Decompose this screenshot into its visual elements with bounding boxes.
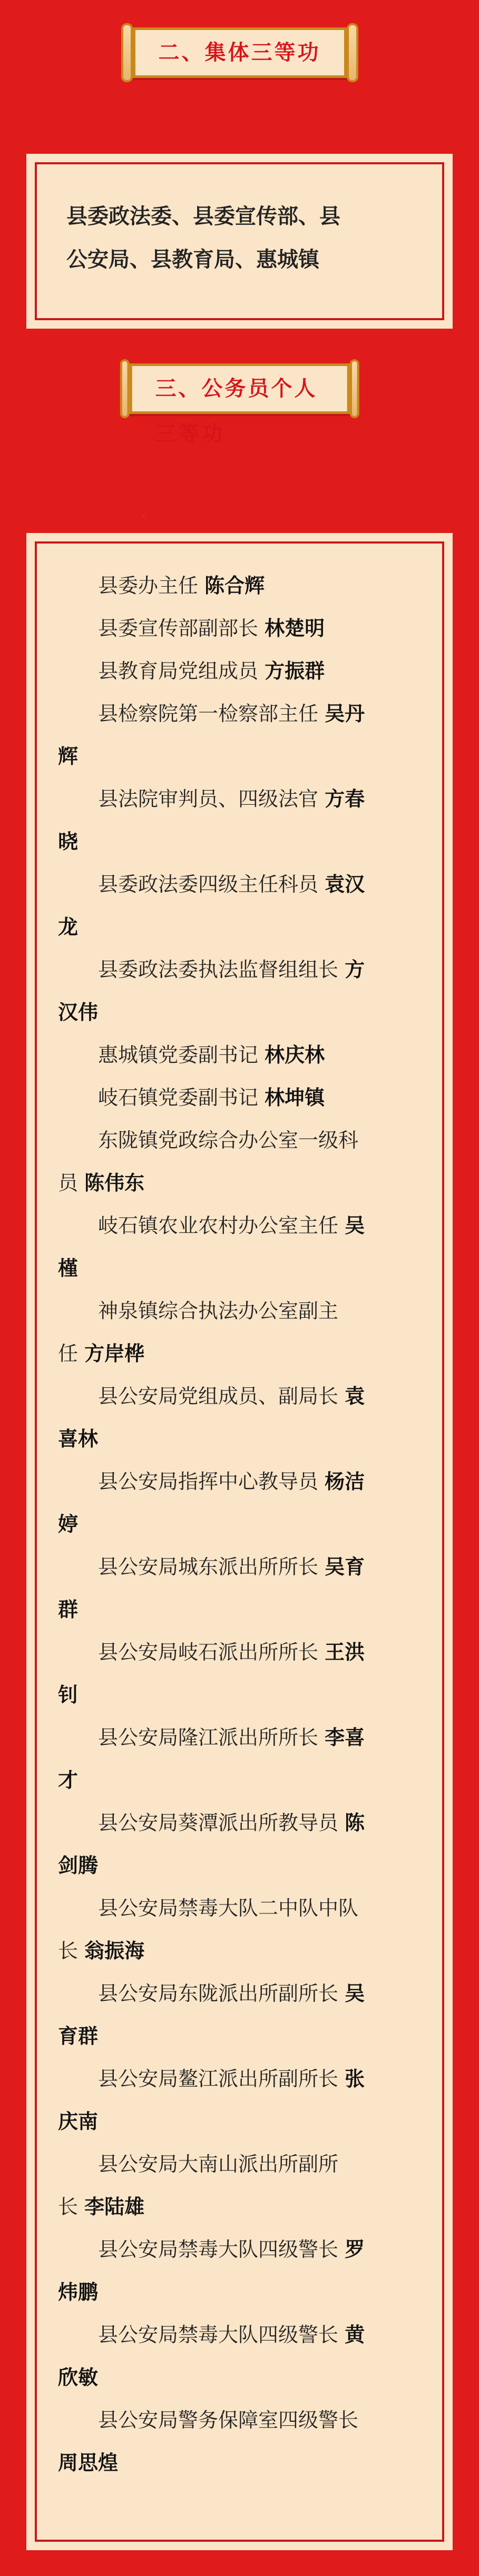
person-name: 林楚明 — [265, 617, 325, 640]
position-text: 县公安局大南山派出所副所 — [98, 2153, 339, 2176]
entry-line — [58, 1034, 421, 1077]
person-name: 黄 — [345, 2323, 365, 2346]
award-entry — [58, 1290, 421, 1375]
person-name: 喜林 — [58, 1427, 99, 1450]
entry-line-continued — [58, 2271, 421, 2314]
entry-line — [58, 2143, 421, 2186]
entry-line-continued — [58, 1503, 421, 1546]
entry-line — [58, 778, 421, 821]
collective-line: 县委政法委、县委宣传部、县 — [66, 204, 340, 229]
entry-line-continued — [58, 1759, 421, 1802]
award-entry — [58, 693, 421, 778]
person-name: 吴 — [345, 1982, 365, 2005]
entry-line — [58, 650, 421, 693]
position-text: 县公安局东陇派出所副所长 — [98, 1982, 345, 2005]
entry-line-continued — [58, 1844, 421, 1887]
person-name: 陈 — [345, 1811, 365, 1834]
person-name: 张 — [345, 2067, 365, 2090]
entry-line — [58, 863, 421, 906]
position-text: 员 — [58, 1171, 85, 1195]
position-text: 县公安局禁毒大队四级警长 — [98, 2323, 345, 2346]
entry-line — [58, 1802, 421, 1844]
position-text: 县公安局警务保障室四级警长 — [98, 2409, 359, 2432]
person-name: 方振群 — [265, 659, 325, 683]
person-name: 袁 — [345, 1385, 365, 1408]
person-name: 袁汉 — [325, 873, 365, 896]
award-entry — [58, 1034, 421, 1077]
position-text: 岐石镇农业农村办公室主任 — [98, 1214, 345, 1237]
section-title: 三、公务员个人三等功 — [129, 363, 349, 414]
entry-line — [58, 565, 421, 607]
person-name: 杨洁 — [325, 1470, 365, 1493]
entry-line-continued — [58, 1674, 421, 1716]
award-entry — [58, 1972, 421, 2058]
position-text: 县公安局指挥中心教导员 — [98, 1470, 325, 1493]
entry-line — [58, 1375, 421, 1418]
entry-line — [58, 1631, 421, 1674]
person-name: 方 — [345, 958, 365, 981]
person-name: 林坤镇 — [265, 1086, 325, 1109]
person-name: 辉 — [58, 745, 79, 768]
entry-line-continued — [58, 2015, 421, 2058]
position-text: 县委办主任 — [98, 574, 205, 597]
position-text: 县公安局禁毒大队四级警长 — [98, 2238, 345, 2261]
entry-line-continued — [58, 2356, 421, 2399]
position-text: 长 — [58, 1939, 85, 1962]
award-entry — [58, 1546, 421, 1631]
entry-line-continued — [58, 991, 421, 1034]
person-name: 晓 — [58, 830, 79, 853]
position-text: 县公安局鳌江派出所副所长 — [98, 2067, 345, 2090]
position-text: 任 — [58, 1342, 85, 1365]
person-name: 方春 — [325, 787, 365, 811]
award-entry — [58, 2143, 421, 2228]
person-name: 汉伟 — [58, 1001, 99, 1024]
person-name: 陈伟东 — [84, 1171, 145, 1195]
award-entry — [58, 1119, 421, 1205]
award-entry — [58, 1205, 421, 1290]
position-text: 县公安局葵潭派出所教导员 — [98, 1811, 345, 1834]
entry-line-continued — [58, 1162, 421, 1205]
person-name: 吴 — [345, 1214, 365, 1237]
individual-award-list — [58, 565, 421, 2484]
person-name: 剑腾 — [58, 1854, 99, 1877]
position-text: 县公安局城东派出所所长 — [98, 1555, 325, 1578]
person-name: 婷 — [58, 1513, 79, 1536]
section-banner-individual — [120, 363, 359, 446]
award-entry — [58, 1802, 421, 1887]
person-name: 林庆林 — [265, 1043, 325, 1067]
person-name: 欣敏 — [58, 2366, 99, 2389]
person-name: 钊 — [58, 1683, 79, 1706]
entry-line-continued — [58, 906, 421, 949]
scroll-roll-left — [120, 359, 129, 418]
entry-line-continued — [58, 2186, 421, 2228]
panel-frame — [35, 162, 444, 320]
entry-line — [58, 1119, 421, 1162]
entry-line-continued — [58, 1930, 421, 1972]
entry-line — [58, 1972, 421, 2015]
position-text: 县委政法委四级主任科员 — [98, 873, 325, 896]
entry-line — [58, 1077, 421, 1119]
position-text: 县公安局党组成员、副局长 — [98, 1385, 345, 1408]
award-entry — [58, 607, 421, 650]
person-name: 王洪 — [325, 1641, 365, 1664]
entry-line — [58, 2314, 421, 2356]
entry-line-continued — [58, 1588, 421, 1631]
entry-line — [58, 2399, 421, 2442]
position-text: 岐石镇党委副书记 — [98, 1086, 265, 1109]
entry-line-continued — [58, 2100, 421, 2143]
entry-line — [58, 693, 421, 735]
entry-line — [58, 2058, 421, 2100]
person-name: 炜鹏 — [58, 2281, 99, 2304]
award-entry — [58, 949, 421, 1034]
entry-line — [58, 1290, 421, 1333]
entry-line-continued — [58, 1418, 421, 1460]
collective-award-list — [66, 195, 421, 281]
position-text: 县公安局禁毒大队二中队中队 — [98, 1897, 359, 1920]
award-entry — [58, 2058, 421, 2143]
entry-line — [58, 607, 421, 650]
entry-line — [58, 949, 421, 991]
position-text: 神泉镇综合执法办公室副主 — [98, 1299, 339, 1322]
person-name: 吴丹 — [325, 702, 365, 725]
section-banner-collective — [121, 27, 358, 78]
entry-line-continued — [58, 735, 421, 778]
award-entry — [58, 1887, 421, 1972]
entry-line — [58, 1887, 421, 1930]
collective-award-panel — [26, 154, 453, 329]
entry-line — [58, 2228, 421, 2271]
position-text: 县公安局隆江派出所所长 — [98, 1726, 325, 1749]
position-text: 县教育局党组成员 — [98, 659, 265, 683]
scroll-roll-right — [350, 359, 359, 418]
entry-line-continued — [58, 1247, 421, 1290]
award-entry — [58, 1077, 421, 1119]
award-entry — [58, 1631, 421, 1716]
person-name: 才 — [58, 1769, 79, 1792]
position-text: 惠城镇党委副书记 — [98, 1043, 265, 1067]
entry-line — [58, 1716, 421, 1759]
entry-line — [58, 1546, 421, 1588]
person-name: 龙 — [58, 915, 79, 939]
collective-line: 公安局、县教育局、惠城镇 — [66, 248, 319, 272]
position-text: 县公安局岐石派出所所长 — [98, 1641, 325, 1664]
person-name: 罗 — [345, 2238, 365, 2261]
award-entry — [58, 1460, 421, 1546]
person-name: 周思煌 — [58, 2451, 119, 2474]
position-text: 县委政法委执法监督组组长 — [98, 958, 345, 981]
individual-award-panel — [26, 533, 453, 2550]
position-text: 长 — [58, 2195, 85, 2218]
entry-line-continued — [58, 2442, 421, 2484]
section-title: 二、集体三等功 — [133, 27, 347, 78]
position-text: 县检察院第一检察部主任 — [98, 702, 325, 725]
award-entry — [58, 2399, 421, 2484]
entry-line-continued — [58, 821, 421, 863]
award-entry — [58, 778, 421, 863]
person-name: 陈合辉 — [204, 574, 265, 597]
position-text: 县委宣传部副部长 — [98, 617, 265, 640]
award-entry — [58, 1716, 421, 1802]
award-entry — [58, 2314, 421, 2399]
award-entry — [58, 2228, 421, 2314]
person-name: 群 — [58, 1598, 79, 1621]
scroll-roll-left — [121, 23, 133, 82]
award-entry — [58, 565, 421, 607]
position-text: 东陇镇党政综合办公室一级科 — [98, 1129, 359, 1152]
person-name: 庆南 — [58, 2110, 99, 2133]
person-name: 吴育 — [325, 1555, 365, 1578]
person-name: 翁振海 — [84, 1939, 145, 1962]
person-name: 李喜 — [325, 1726, 365, 1749]
person-name: 槿 — [58, 1257, 79, 1280]
panel-frame — [35, 541, 444, 2542]
scroll-roll-right — [347, 23, 358, 82]
person-name: 李陆雄 — [84, 2195, 145, 2218]
person-name: 方岸桦 — [84, 1342, 145, 1365]
award-entry — [58, 650, 421, 693]
award-entry — [58, 1375, 421, 1460]
person-name: 育群 — [58, 2025, 99, 2048]
entry-line-continued — [58, 1333, 421, 1375]
entry-line — [58, 1205, 421, 1247]
position-text: 县法院审判员、四级法官 — [98, 787, 325, 811]
entry-line — [58, 1460, 421, 1503]
award-entry — [58, 863, 421, 949]
